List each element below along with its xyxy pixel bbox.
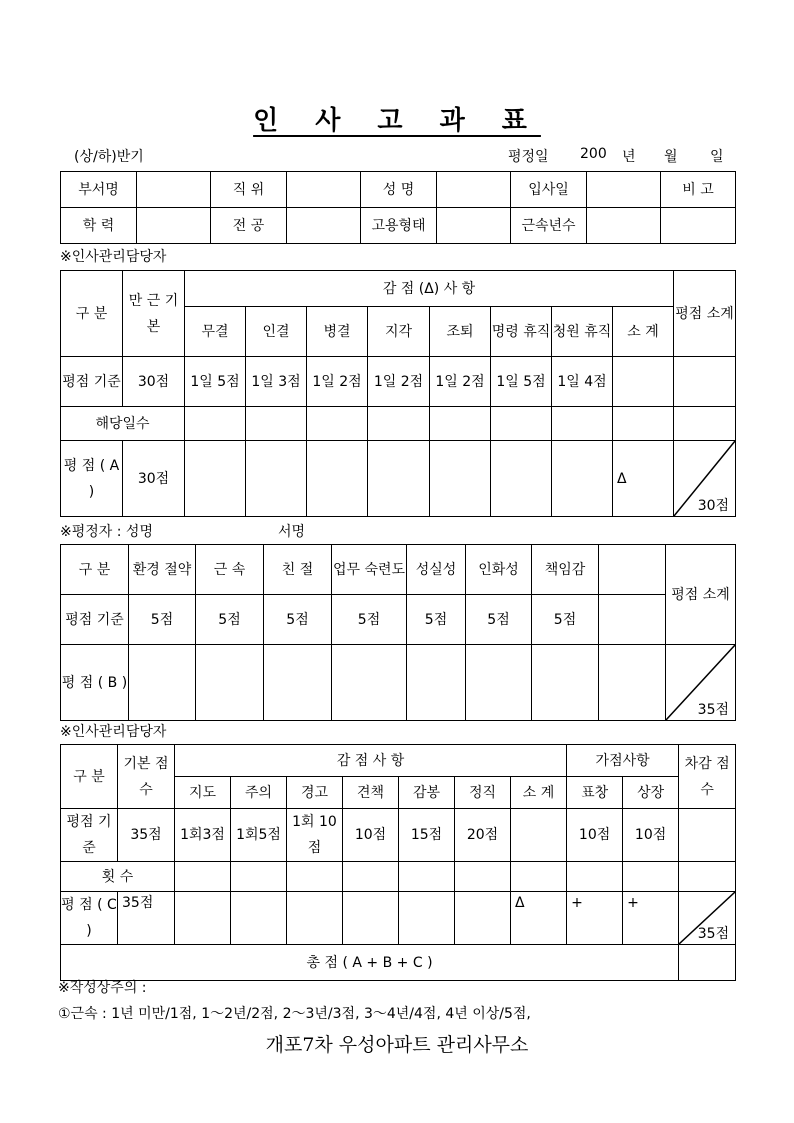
s3-score-base: 35점 bbox=[118, 892, 175, 945]
s3-std-cell: 1회5점 bbox=[231, 809, 287, 862]
s3-count-cell[interactable] bbox=[679, 862, 736, 892]
s3-sub-suspension: 정직 bbox=[455, 777, 511, 809]
s2-std-cell: 5점 bbox=[466, 595, 532, 645]
s1-days-cell[interactable] bbox=[491, 407, 552, 441]
remarks-value[interactable] bbox=[661, 208, 736, 244]
s2-score-cell[interactable] bbox=[332, 645, 407, 721]
s1-score-base: 30점 bbox=[123, 441, 185, 517]
office-name: 개포7차 우성아파트 관리사무소 bbox=[265, 1034, 529, 1056]
position-value[interactable] bbox=[287, 172, 361, 208]
s3-sub-commendation: 표창 bbox=[567, 777, 623, 809]
s1-score-label: 평 점 ( A ) bbox=[61, 441, 123, 517]
s1-std-cell: 1일 2점 bbox=[430, 357, 491, 407]
s1-deduct-header: 감 점 (Δ) 사 항 bbox=[185, 271, 674, 307]
s2-item-saving: 환경 절약 bbox=[129, 545, 196, 595]
s3-sub-paycut: 감봉 bbox=[399, 777, 455, 809]
s2-std-cell: 5점 bbox=[129, 595, 196, 645]
s3-std-label: 평점 기준 bbox=[61, 809, 118, 862]
s2-item-kindness: 친 절 bbox=[264, 545, 332, 595]
s3-score-label: 평 점 ( C ) bbox=[61, 892, 118, 945]
s2-score-total-cell bbox=[666, 645, 736, 721]
s2-score-cell[interactable] bbox=[466, 645, 532, 721]
s2-item-skill: 업무 숙련도 bbox=[332, 545, 407, 595]
s2-score-cell[interactable] bbox=[599, 645, 666, 721]
s3-sub-warning: 경고 bbox=[287, 777, 343, 809]
s3-count-cell[interactable] bbox=[511, 862, 567, 892]
s3-count-cell[interactable] bbox=[567, 862, 623, 892]
s3-col-base: 기본 점수 bbox=[118, 745, 175, 809]
s2-std-cell: 5점 bbox=[264, 595, 332, 645]
s3-score-cell[interactable] bbox=[231, 892, 287, 945]
education-value[interactable] bbox=[137, 208, 211, 244]
attitude-table bbox=[60, 544, 736, 721]
s1-days-cell[interactable] bbox=[430, 407, 491, 441]
s3-score-cell[interactable] bbox=[455, 892, 511, 945]
s2-col-category: 구 분 bbox=[61, 545, 129, 595]
employment-type-value[interactable] bbox=[437, 208, 511, 244]
s2-empty bbox=[599, 545, 666, 595]
s3-count-cell[interactable] bbox=[231, 862, 287, 892]
s1-days-cell[interactable] bbox=[613, 407, 674, 441]
s1-days-label: 해당일수 bbox=[61, 407, 185, 441]
s1-std-cell: 1일 5점 bbox=[491, 357, 552, 407]
s2-std-label: 평점 기준 bbox=[61, 595, 129, 645]
s2-item-service: 근 속 bbox=[196, 545, 264, 595]
grand-total-label: 총 점 ( A + B + C ) bbox=[61, 945, 679, 981]
s2-score-cell[interactable] bbox=[129, 645, 196, 721]
s2-std-cell: 5점 bbox=[407, 595, 466, 645]
s3-count-cell[interactable] bbox=[175, 862, 231, 892]
s3-count-cell[interactable] bbox=[343, 862, 399, 892]
major-value[interactable] bbox=[287, 208, 361, 244]
employment-type-label: 고용형태 bbox=[361, 208, 437, 244]
s1-col-base: 만 근 기 본 bbox=[123, 271, 185, 357]
s3-sub-guidance: 지도 bbox=[175, 777, 231, 809]
s3-std-cell: 20점 bbox=[455, 809, 511, 862]
s2-score-label: 평 점 ( B ) bbox=[61, 645, 129, 721]
s1-std-cell: 1일 3점 bbox=[246, 357, 307, 407]
s2-subtotal-header: 평점 소계 bbox=[666, 545, 736, 645]
s3-std-cell: 15점 bbox=[399, 809, 455, 862]
s3-score-delta: Δ bbox=[511, 892, 567, 945]
s2-std-cell: 5점 bbox=[532, 595, 599, 645]
major-label: 전 공 bbox=[211, 208, 287, 244]
s3-score-plus: + bbox=[623, 892, 679, 945]
education-label: 학 력 bbox=[61, 208, 137, 244]
s1-std-base: 30점 bbox=[123, 357, 185, 407]
s3-count-cell[interactable] bbox=[399, 862, 455, 892]
s3-std-cell: 1회 10점 bbox=[287, 809, 343, 862]
s3-col-category: 구 분 bbox=[61, 745, 118, 809]
evaluator-sign: 서명 bbox=[278, 524, 306, 540]
s1-score-cell[interactable] bbox=[185, 441, 246, 517]
dept-label: 부서명 bbox=[61, 172, 137, 208]
s1-sub-late: 지각 bbox=[368, 307, 430, 357]
notes-heading: ※작성상주의 : bbox=[58, 980, 147, 996]
s1-sub-order-leave: 명령 휴직 bbox=[491, 307, 552, 357]
s2-score-cell[interactable] bbox=[264, 645, 332, 721]
page-title: 인 사 고 과 표 bbox=[253, 106, 541, 136]
s1-std-cell: 1일 5점 bbox=[185, 357, 246, 407]
grand-total-value[interactable] bbox=[679, 945, 736, 981]
s2-score-total: 35점 bbox=[697, 702, 729, 718]
info-table bbox=[60, 171, 736, 244]
s1-sub-subtotal: 소 계 bbox=[613, 307, 674, 357]
attendance-table bbox=[60, 270, 736, 517]
s2-score-cell[interactable] bbox=[532, 645, 599, 721]
s3-score-total-cell bbox=[679, 892, 736, 945]
s3-count-cell[interactable] bbox=[623, 862, 679, 892]
s1-sub-absence: 무결 bbox=[185, 307, 246, 357]
hire-date-label: 입사일 bbox=[511, 172, 587, 208]
s3-score-cell[interactable] bbox=[343, 892, 399, 945]
years-service-value[interactable] bbox=[587, 208, 661, 244]
s1-score-cell[interactable] bbox=[307, 441, 368, 517]
s3-score-total: 35점 bbox=[697, 926, 730, 942]
s3-count-cell[interactable] bbox=[455, 862, 511, 892]
s1-score-cell[interactable] bbox=[552, 441, 613, 517]
eval-date-month-unit: 월 bbox=[664, 149, 678, 165]
s3-score-cell[interactable] bbox=[287, 892, 343, 945]
s3-final-header: 차감 점수 bbox=[679, 745, 736, 809]
section3-heading: ※인사관리담당자 bbox=[60, 724, 167, 740]
s3-std-base: 35점 bbox=[118, 809, 175, 862]
s1-sub-early: 조퇴 bbox=[430, 307, 491, 357]
s1-days-cell[interactable] bbox=[307, 407, 368, 441]
s1-sub-personal: 인결 bbox=[246, 307, 307, 357]
s2-item-harmony: 인화성 bbox=[466, 545, 532, 595]
s1-score-cell[interactable] bbox=[491, 441, 552, 517]
eval-date-day-unit: 일 bbox=[710, 149, 724, 165]
s3-sub-reprimand: 견책 bbox=[343, 777, 399, 809]
s1-col-category: 구 분 bbox=[61, 271, 123, 357]
s1-days-cell[interactable] bbox=[246, 407, 307, 441]
dept-value[interactable] bbox=[137, 172, 211, 208]
s2-empty bbox=[599, 595, 666, 645]
s3-score-plus: + bbox=[567, 892, 623, 945]
years-service-label: 근속년수 bbox=[511, 208, 587, 244]
s3-count-cell[interactable] bbox=[287, 862, 343, 892]
notes-line-1: ①근속 : 1년 미만/1점, 1～2년/2점, 2～3년/3점, 3～4년/4점, 4년 이상/5점, bbox=[58, 1006, 531, 1022]
s1-score-total: 30점 bbox=[697, 498, 730, 514]
s1-std-label: 평점 기준 bbox=[61, 357, 123, 407]
s3-score-cell[interactable] bbox=[175, 892, 231, 945]
s3-bonus-header: 가점사항 bbox=[567, 745, 679, 777]
s3-std-cell: 10점 bbox=[567, 809, 623, 862]
s2-item-sincerity: 성실성 bbox=[407, 545, 466, 595]
s3-std-cell: 1회3점 bbox=[175, 809, 231, 862]
s3-std-cell: 10점 bbox=[623, 809, 679, 862]
s3-sub-award: 상장 bbox=[623, 777, 679, 809]
s1-subtotal-header: 평점 소계 bbox=[674, 271, 736, 357]
eval-date-year: 200 bbox=[580, 146, 607, 162]
s1-days-cell[interactable] bbox=[674, 407, 736, 441]
evaluator-label: ※평정자 : 성명 bbox=[60, 524, 153, 540]
s1-sub-request-leave: 청원 휴직 bbox=[552, 307, 613, 357]
s3-std-empty bbox=[679, 809, 736, 862]
s1-sub-sick: 병결 bbox=[307, 307, 368, 357]
hire-date-value[interactable] bbox=[587, 172, 661, 208]
s2-score-cell[interactable] bbox=[407, 645, 466, 721]
s2-std-cell: 5점 bbox=[332, 595, 407, 645]
s3-std-cell bbox=[511, 809, 567, 862]
s3-std-cell: 10점 bbox=[343, 809, 399, 862]
section1-heading: ※인사관리담당자 bbox=[60, 249, 167, 265]
s1-days-cell[interactable] bbox=[368, 407, 430, 441]
s1-score-delta: Δ bbox=[613, 441, 674, 517]
s2-score-cell[interactable] bbox=[196, 645, 264, 721]
s1-std-cell: 1일 2점 bbox=[368, 357, 430, 407]
s1-score-cell[interactable] bbox=[430, 441, 491, 517]
s1-score-cell[interactable] bbox=[368, 441, 430, 517]
name-label: 성 명 bbox=[361, 172, 437, 208]
s1-score-cell[interactable] bbox=[246, 441, 307, 517]
s3-count-label: 횟 수 bbox=[61, 862, 175, 892]
s3-sub-caution: 주의 bbox=[231, 777, 287, 809]
discipline-table bbox=[60, 744, 736, 981]
eval-date-label: 평정일 bbox=[508, 149, 549, 165]
s3-deduct-header: 감 점 사 항 bbox=[175, 745, 567, 777]
s1-std-empty bbox=[613, 357, 674, 407]
s1-days-cell[interactable] bbox=[552, 407, 613, 441]
s1-std-cell: 1일 2점 bbox=[307, 357, 368, 407]
remarks-label: 비 고 bbox=[661, 172, 736, 208]
s1-days-cell[interactable] bbox=[185, 407, 246, 441]
s1-std-cell: 1일 4점 bbox=[552, 357, 613, 407]
s3-sub-subtotal: 소 계 bbox=[511, 777, 567, 809]
s3-score-cell[interactable] bbox=[399, 892, 455, 945]
name-value[interactable] bbox=[437, 172, 511, 208]
s2-item-responsibility: 책임감 bbox=[532, 545, 599, 595]
eval-date-year-unit: 년 bbox=[622, 149, 636, 165]
position-label: 직 위 bbox=[211, 172, 287, 208]
period-label: (상/하)반기 bbox=[74, 149, 144, 165]
s2-std-cell: 5점 bbox=[196, 595, 264, 645]
s1-std-empty bbox=[674, 357, 736, 407]
s1-score-total-cell bbox=[674, 441, 736, 517]
